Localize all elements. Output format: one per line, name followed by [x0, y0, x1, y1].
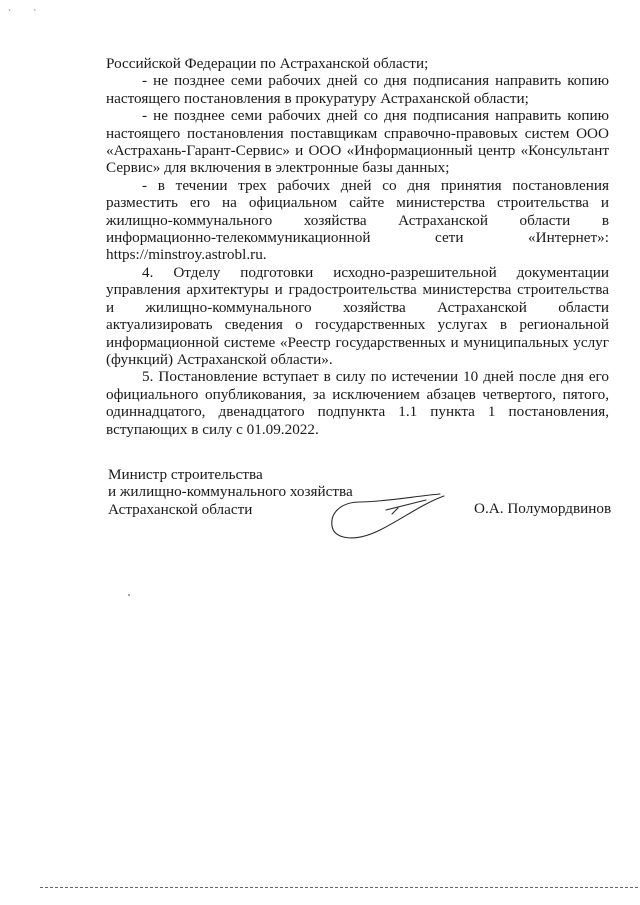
signatory-title-line: Министр строительства	[108, 466, 263, 483]
page-bottom-edge	[40, 887, 638, 888]
scan-speck	[128, 594, 130, 596]
signatory-title-line: и жилищно-коммунального хозяйства	[108, 483, 353, 501]
paragraph-prosecutor-copy: - не позднее семи рабочих дней со дня подписания направить копию настоящего постановления в прокуратуру Астраханской области;	[106, 72, 609, 107]
paragraph-website-publication: - в течении трех рабочих дней со дня принятия постановления разместить его на официальном сайте министерства строительства и жилищно-коммунального хозяйства Астраханской области в информационно-телекоммуникационной сети «Интернет»: https://minstroy.astrobl.ru.	[106, 176, 609, 264]
document-body	[106, 55, 609, 438]
handwritten-signature	[322, 486, 452, 546]
signatory-title-line: Астраханской области	[108, 500, 253, 518]
signatory-name: О.А. Полумордвинов	[474, 500, 612, 517]
signatory-title	[108, 466, 353, 518]
paragraph-continuation: Российской Федерации по Астраханской области;	[106, 55, 429, 72]
paragraph-item-5: 5. Постановление вступает в силу по истечении 10 дней после дня его официального опубликования, за исключением абзацев четвертого, пятого, одиннадцатого, двенадцатого подпункта 1.1 пункта 1 постановления, вступающих в силу с 01.09.2022.	[106, 368, 609, 438]
paragraph-legal-systems-copy: - не позднее семи рабочих дней со дня подписания направить копию настоящего постановления поставщикам справочно-правовых систем ООО «Астрахань-Гарант-Сервис» и ООО «Информационный центр «Консультант Сервис» для включения в электронные базы данных;	[106, 107, 609, 177]
scan-marks: ` `	[8, 8, 47, 18]
paragraph-item-4: 4. Отделу подготовки исходно-разрешительной документации управления архитектуры и градостроительства министерства строительства и жилищно-коммунального хозяйства Астраханской области актуализировать сведения о государственных услугах в региональной информационной системе «Реестр государственных и муниципальных услуг (функций) Астраханской области».	[106, 263, 609, 368]
